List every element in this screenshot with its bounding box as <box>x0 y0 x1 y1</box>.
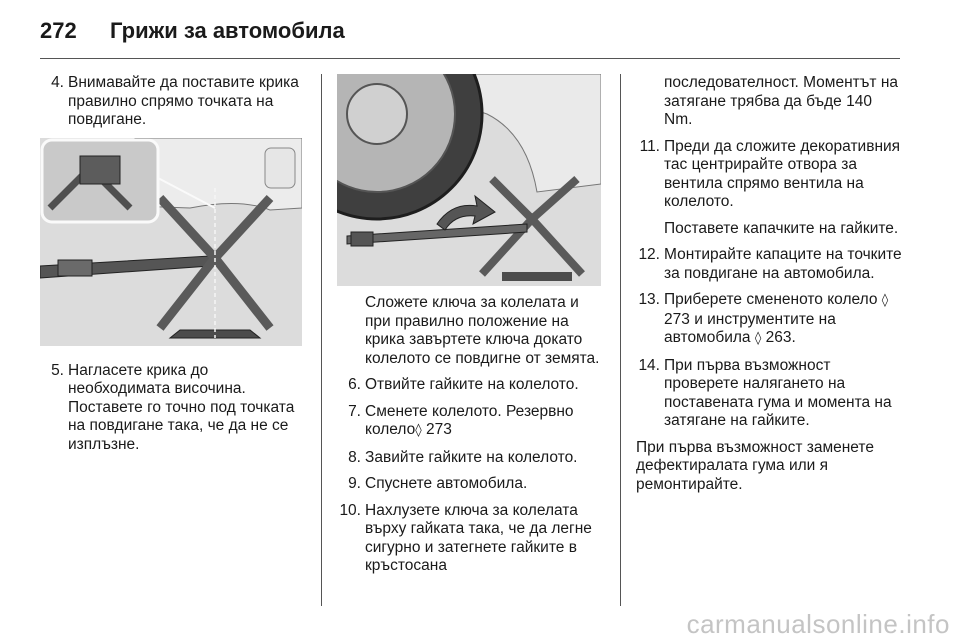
step-number: 5. <box>51 361 64 379</box>
step-number: 14. <box>638 356 660 374</box>
chapter-title: Грижи за автомобила <box>110 18 345 43</box>
step-7 <box>337 403 603 441</box>
step-text: Спуснете автомобила. <box>365 475 528 492</box>
step-number: 9. <box>348 475 361 492</box>
column-divider-left <box>321 74 322 606</box>
page-number: 272 <box>40 18 77 43</box>
wheel-wrench-illustration <box>337 74 601 286</box>
step-text: Завийте гайките на колелото. <box>365 448 578 466</box>
step-8 <box>337 449 603 468</box>
step-caption: Сложете ключа за колелата и при правилно положение на крика завъртете ключа докато колелото се повдигне от земята. <box>365 294 600 367</box>
step-number: 13. <box>638 291 660 308</box>
step-text: Нагласете крика до необходимата височина. Поставете го точно под точката на повдигане така, че да не се изплъзне. <box>68 361 295 453</box>
step-13 <box>636 291 902 349</box>
step-number: 10. <box>339 501 361 519</box>
step-subtext: Поставете капачките на гайките. <box>664 219 899 237</box>
page-reference[interactable]: 273 <box>664 310 690 328</box>
page-reference-icon: ◊ <box>415 423 422 438</box>
step-number: 12. <box>638 246 660 263</box>
column-divider-right <box>620 74 621 606</box>
step-4 <box>40 74 310 130</box>
step-text: Нахлузете ключа за колелата върху гайката така, че да легне сигурно и затегнете гайките в кръстосана <box>365 501 592 574</box>
header-rule <box>40 58 900 59</box>
closing-note: При първа възможност заменете дефектиралата гума или я ремонтирайте. <box>636 438 874 493</box>
step-number: 7. <box>348 402 361 420</box>
step-text: Монтирайте капаците на точките за повдигане на автомобила. <box>664 246 902 282</box>
step-text: и инструментите на автомобила <box>664 310 836 346</box>
step-number: 6. <box>348 376 361 393</box>
column-1 <box>40 74 310 462</box>
step-text: Внимавайте да поставите крика правилно спрямо точката на повдигане. <box>68 74 299 128</box>
jack-placement-illustration <box>40 138 302 346</box>
page-reference-icon: ◊ <box>754 331 762 346</box>
step-14 <box>636 357 902 431</box>
column-2 <box>337 74 603 584</box>
step-text: Преди да сложите декоративния тас центрирайте отвора за вентила спрямо вентила на колелото. <box>664 137 901 210</box>
step-11 <box>636 138 902 239</box>
step-10 <box>337 502 603 576</box>
step-text: При първа възможност проверете налягането на поставената гума и момента на затягане на гайките. <box>664 356 892 429</box>
page-reference-icon: ◊ <box>881 293 889 308</box>
step-10-continuation: последователност. Моментът на затягане трябва да бъде 140 Nm. <box>664 74 899 128</box>
page-reference[interactable]: 273 <box>425 421 452 438</box>
step-5 <box>40 362 310 455</box>
column-3 <box>636 74 902 502</box>
page-header <box>40 18 920 48</box>
step-text: Отвийте гайките на колелото. <box>365 376 579 393</box>
step-number: 11. <box>639 137 660 155</box>
step-text: Приберете смененото колело <box>664 291 878 308</box>
site-watermark: carmanualsonline.info <box>686 609 950 639</box>
step-12 <box>636 246 902 283</box>
step-number: 8. <box>348 448 361 466</box>
step-6 <box>337 376 603 395</box>
step-9 <box>337 475 603 494</box>
step-number: 4. <box>51 74 64 91</box>
step-text: Сменете колелото. Резервно колело <box>365 402 574 438</box>
page-reference[interactable]: 263. <box>765 329 796 346</box>
